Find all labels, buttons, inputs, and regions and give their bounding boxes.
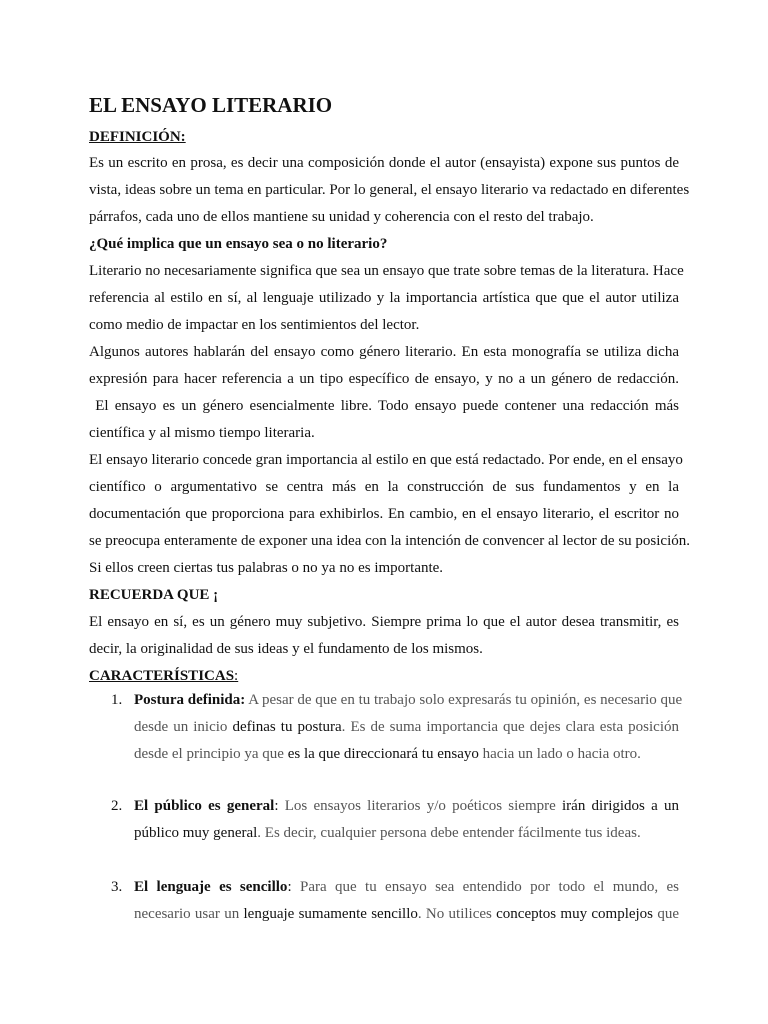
- list-item-text: desde el principio ya que: [134, 746, 288, 762]
- paragraph-line: El ensayo en sí, es un género muy subjetivo. Siempre prima lo que el autor desea transmitir, es: [89, 614, 679, 630]
- list-item-emphasis: es la que direccionará tu ensayo: [287, 746, 479, 762]
- document-title: EL ENSAYO LITERARIO: [89, 93, 333, 117]
- caracteristicas-colon: :: [234, 668, 239, 684]
- list-item-text: . No utilices: [417, 906, 497, 922]
- list-number: 1.: [111, 692, 123, 708]
- list-item-emphasis: público muy general: [134, 825, 258, 841]
- definicion-line: Es un escrito en prosa, es decir una composición donde el autor (ensayista) expone sus puntos de: [89, 155, 679, 171]
- list-item-text: necesario usar un: [134, 906, 244, 922]
- list-item-line: [134, 690, 683, 710]
- list-item-line: [134, 744, 679, 764]
- list-item-text: A pesar de que en tu trabajo solo expresarás tu opinión, es necesario que: [245, 692, 683, 708]
- definicion-line: párrafos, cada uno de ellos mantiene su unidad y coherencia con el resto del trabajo.: [89, 209, 594, 225]
- caracteristicas-heading: CARACTERÍSTICAS: [89, 668, 235, 684]
- paragraph-line: Algunos autores hablarán del ensayo como género literario. En esta monografía se utiliza dicha: [89, 344, 679, 360]
- caracteristicas-heading-row: [89, 666, 679, 686]
- definicion-heading: DEFINICIÓN:: [89, 129, 186, 145]
- paragraph-line: Si ellos creen ciertas tus palabras o no ya no es importante.: [89, 560, 444, 576]
- recuerda-heading: RECUERDA QUE ¡: [89, 587, 219, 603]
- list-item-line: [134, 796, 679, 816]
- definicion-line: vista, ideas sobre un tema en particular. Por lo general, el ensayo literario va redactado en diferentes: [89, 182, 690, 198]
- paragraph-line: se preocupa enteramente de exponer una idea con la intención de convencer al lector de su posición.: [89, 533, 690, 549]
- paragraph-line: El ensayo literario concede gran importancia al estilo en que está redactado. Por ende, en el ensayo: [89, 452, 683, 468]
- paragraph-line: como medio de impactar en los sentimientos del lector.: [89, 317, 420, 333]
- list-item-text: que: [653, 906, 679, 922]
- paragraph-line: documentación que proporciona para exhibirlos. En cambio, en el ensayo literario, el escritor no: [89, 506, 679, 522]
- list-item-emphasis: lenguaje sumamente sencillo: [243, 906, 418, 922]
- list-number: 2.: [111, 798, 123, 814]
- list-item-text: . Es de suma importancia que dejes clara esta posición: [341, 719, 679, 735]
- list-item-text: hacia un lado o hacia otro.: [478, 746, 641, 762]
- list-item-line: [134, 877, 679, 897]
- list-item-term: El lenguaje es sencillo: [134, 879, 288, 895]
- list-item-term: El público es general: [134, 798, 275, 814]
- paragraph-line: decir, la originalidad de sus ideas y el fundamento de los mismos.: [89, 641, 483, 657]
- paragraph-line: Literario no necesariamente significa que sea un ensayo que trate sobre temas de la literatura. Hace: [89, 263, 684, 279]
- list-item-line: [134, 904, 679, 924]
- list-number: 3.: [111, 879, 123, 895]
- paragraph-line: científica y al mismo tiempo literaria.: [89, 425, 315, 441]
- paragraph-line: referencia al estilo en sí, al lenguaje utilizado y la importancia artística que que el autor utiliza: [89, 290, 679, 306]
- list-item-emphasis: conceptos muy complejos: [496, 906, 654, 922]
- list-item-text: . Es decir, cualquier persona debe entender fácilmente tus ideas.: [257, 825, 641, 841]
- list-item-colon: :: [274, 798, 279, 814]
- list-item-text: Para que tu ensayo sea entendido por todo el mundo, es: [291, 879, 679, 895]
- list-item-line: [134, 823, 679, 843]
- list-item-emphasis: definas tu postura: [232, 719, 342, 735]
- paragraph-line: expresión para hacer referencia a un tipo específico de ensayo, y no a un género de redacción.: [89, 371, 679, 387]
- list-item-line: [134, 717, 679, 737]
- question-heading: ¿Qué implica que un ensayo sea o no literario?: [89, 236, 388, 252]
- paragraph-line: El ensayo es un género esencialmente libre. Todo ensayo puede contener una redacción más: [89, 398, 679, 414]
- list-item-text: desde un inicio: [134, 719, 233, 735]
- list-item-colon: :: [287, 879, 292, 895]
- list-item-text: Los ensayos literarios y/o poéticos siempre: [278, 798, 563, 814]
- list-item-term: Postura definida:: [134, 692, 246, 708]
- list-item-emphasis: irán dirigidos a un: [562, 798, 679, 814]
- paragraph-line: científico o argumentativo se centra más en la construcción de sus fundamentos y en la: [89, 479, 679, 495]
